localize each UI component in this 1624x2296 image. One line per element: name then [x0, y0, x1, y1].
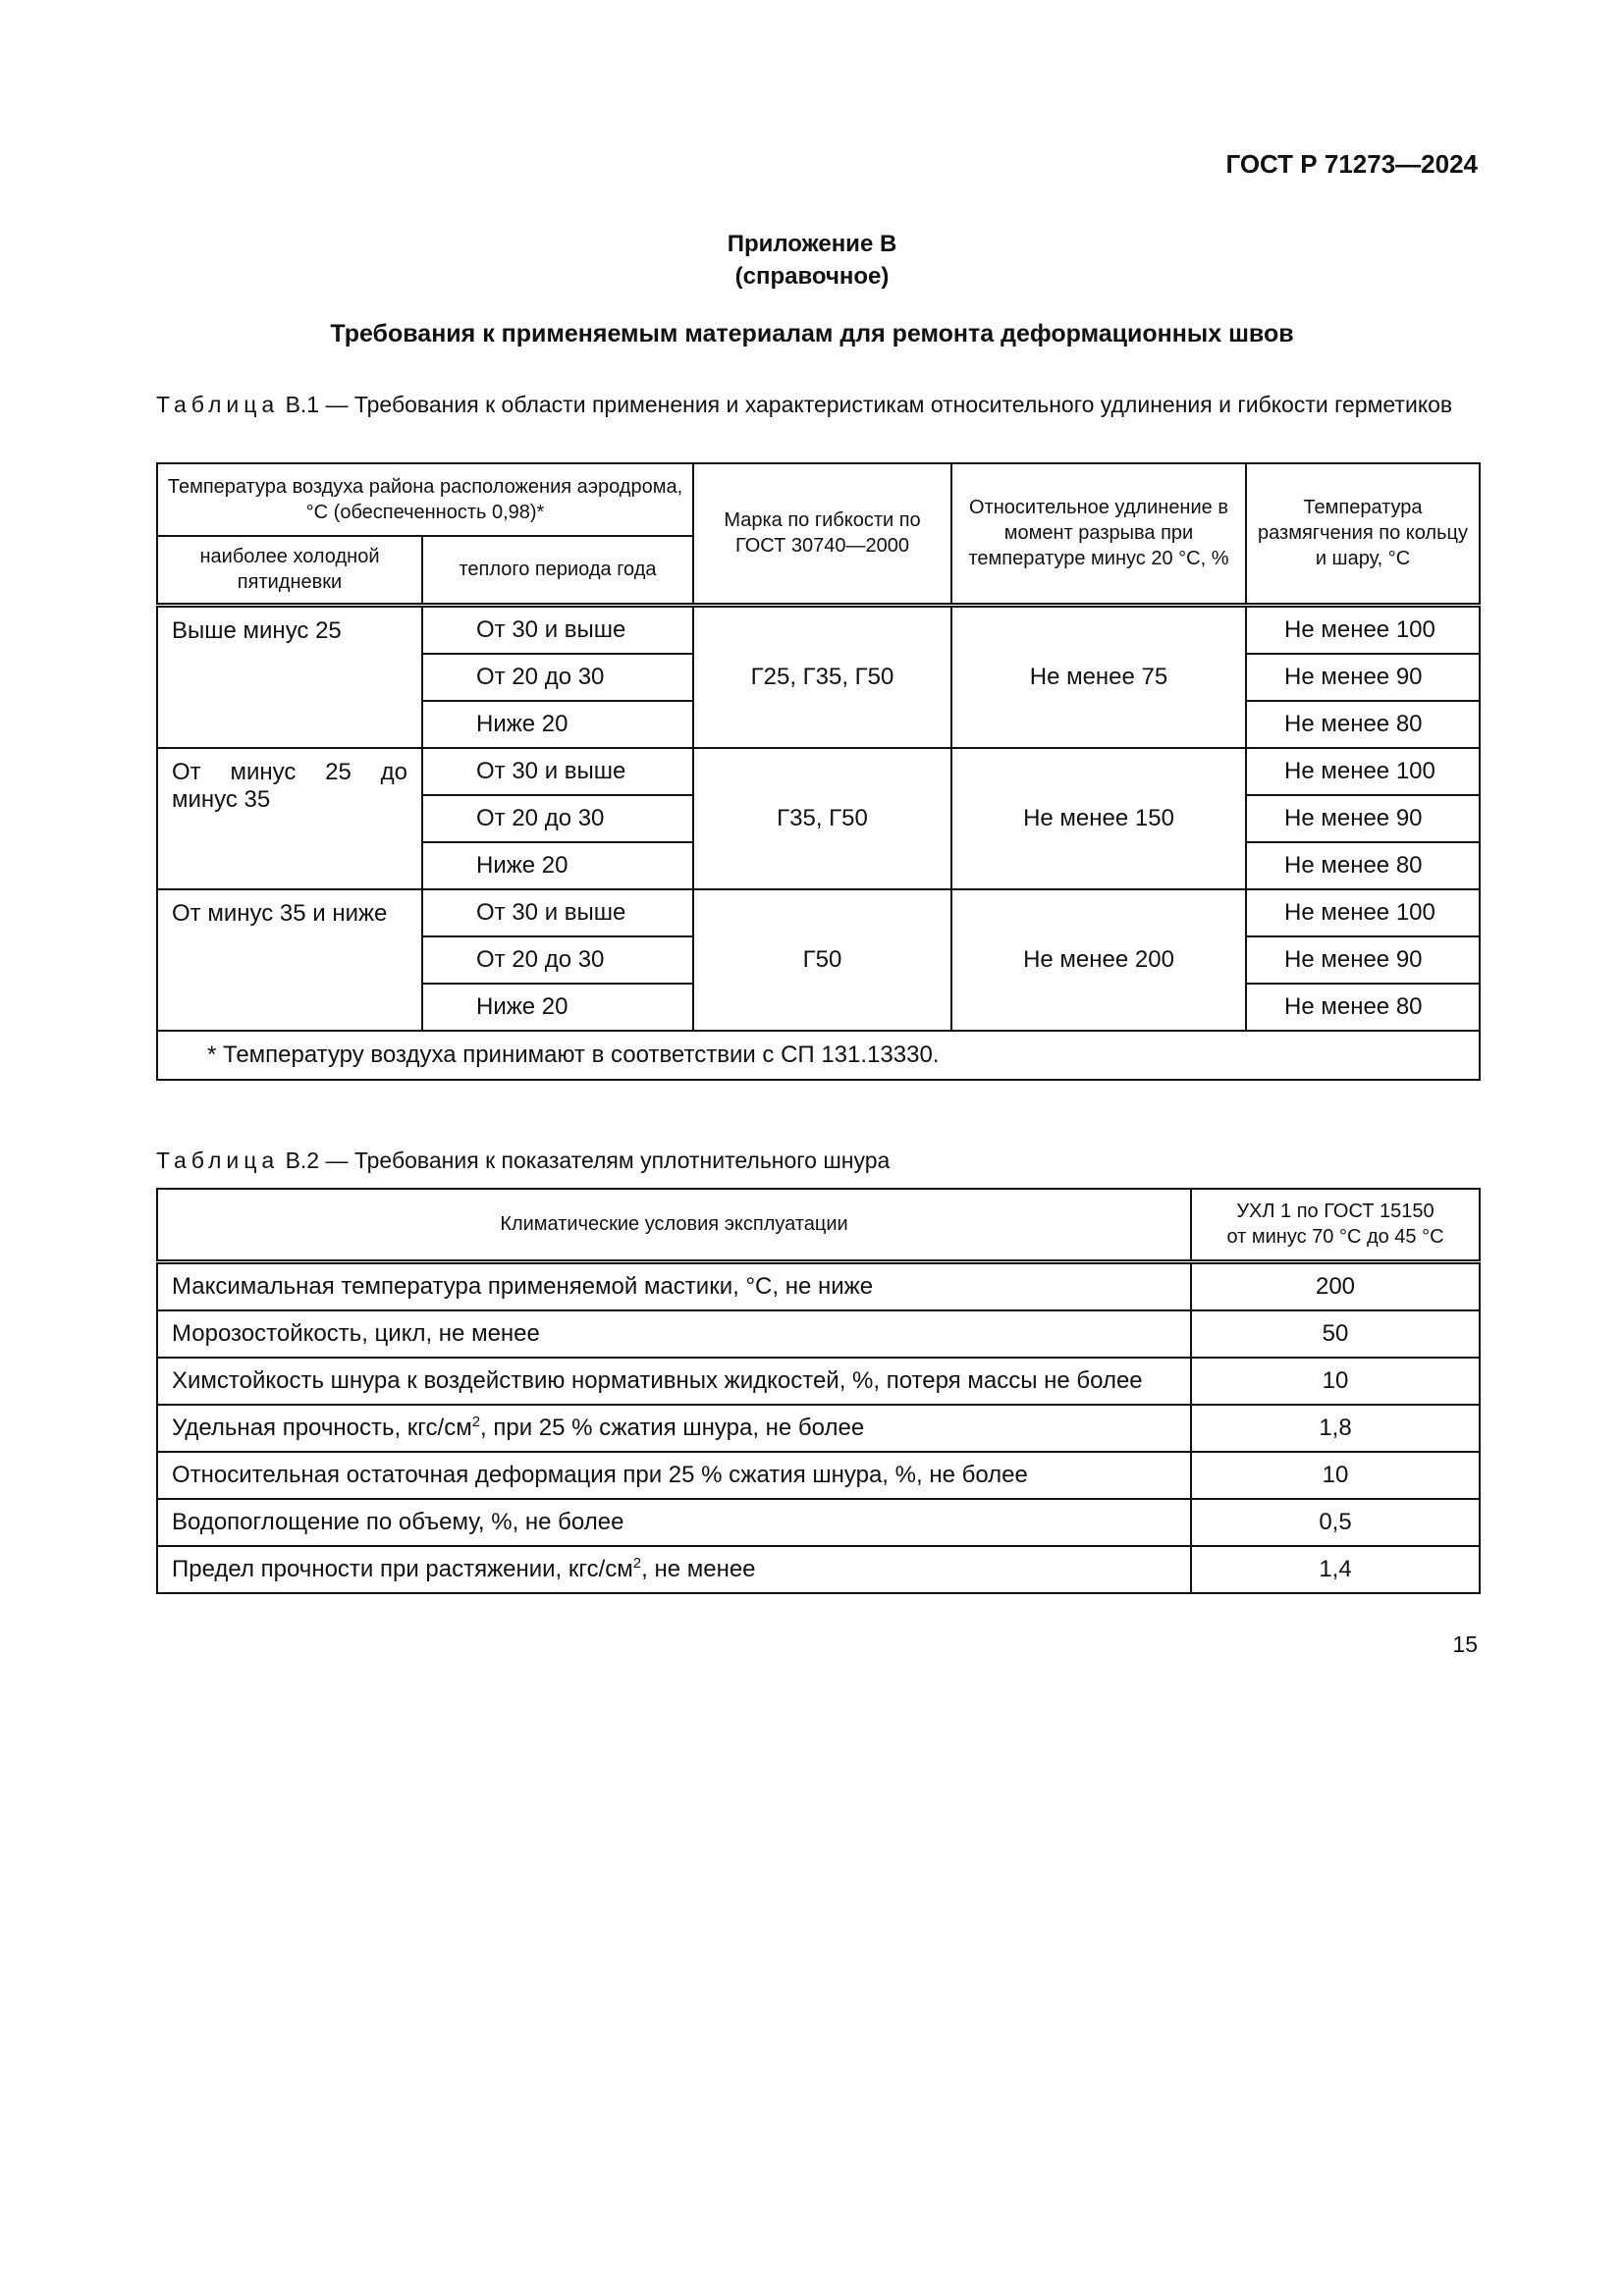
cell-parameter	[157, 1261, 1191, 1310]
header-line: УХЛ 1 по ГОСТ 15150	[1236, 1201, 1435, 1223]
table-row	[157, 1452, 1480, 1499]
header-cold: наиболее холодной пятидневки	[157, 536, 422, 605]
cell-warm: Ниже 20	[422, 984, 693, 1031]
param-text: Удельная прочность, кгс/см	[172, 1415, 472, 1441]
cell-softening: Не менее 90	[1246, 936, 1480, 984]
cell-warm: Ниже 20	[422, 701, 693, 748]
cell-warm: От 20 до 30	[422, 795, 693, 842]
cell-grade: Г25, Г35, Г50	[693, 605, 951, 748]
page-number: 15	[1452, 1631, 1478, 1657]
cell-value: 50	[1191, 1310, 1480, 1358]
param-text: Относительная остаточная деформация при 25 % сжатия шнура, %, не более	[172, 1461, 1028, 1488]
table-b2	[156, 1188, 1481, 1594]
cell-parameter	[157, 1499, 1191, 1546]
table-row	[157, 1546, 1480, 1593]
section-title: Требования к применяемым материалам для ремонта деформационных швов	[330, 320, 1294, 347]
cell-parameter	[157, 1310, 1191, 1358]
cell-value: 1,4	[1191, 1546, 1480, 1593]
cell-elongation: Не менее 75	[951, 605, 1246, 748]
caption-label: Таблица	[156, 392, 280, 417]
cell-elongation: Не менее 150	[951, 748, 1246, 889]
cell-warm: От 30 и выше	[422, 748, 693, 795]
cell-grade: Г35, Г50	[693, 748, 951, 889]
cell-warm: От 20 до 30	[422, 936, 693, 984]
header-grade: Марка по гибкости по ГОСТ 30740—2000	[693, 463, 951, 605]
appendix-subtitle: (справочное)	[734, 263, 890, 290]
cell-cold: От минус 35 и ниже	[157, 889, 422, 1031]
param-text: Морозостойкость, цикл, не менее	[172, 1319, 540, 1347]
cell-softening: Не менее 90	[1246, 654, 1480, 701]
header-line: от минус 70 °С до 45 °С	[1226, 1226, 1444, 1249]
cell-cold: Выше минус 25	[157, 605, 422, 748]
table2-caption	[156, 1145, 1479, 1176]
document-id: ГОСТ Р 71273—2024	[1225, 149, 1478, 179]
cell-grade: Г50	[693, 889, 951, 1031]
cell-warm: От 20 до 30	[422, 654, 693, 701]
cell-parameter	[157, 1546, 1191, 1593]
cell-value: 10	[1191, 1452, 1480, 1499]
table-row	[157, 1405, 1480, 1452]
table-row	[157, 605, 1480, 654]
param-text: Водопоглощение по объему, %, не более	[172, 1508, 624, 1535]
header-temperature: Температура воздуха района расположения аэродрома, °С (обеспеченность 0,98)*	[157, 463, 693, 536]
table-row	[157, 1261, 1480, 1310]
cell-parameter	[157, 1452, 1191, 1499]
cell-softening: Не менее 80	[1246, 842, 1480, 889]
cell-elongation: Не менее 200	[951, 889, 1246, 1031]
header-climate-class	[1191, 1189, 1480, 1261]
table1-footnote: * Температуру воздуха принимают в соответствии с СП 131.13330.	[157, 1031, 1480, 1080]
param-text-after: , при 25 % сжатия шнура, не более	[480, 1415, 865, 1441]
cell-value: 0,5	[1191, 1499, 1480, 1546]
param-text: Предел прочности при растяжении, кгс/см	[172, 1556, 633, 1582]
caption-text: В.1 — Требования к области применения и характеристикам относительного удлинения и гибкости герметиков	[285, 392, 1453, 417]
cell-cold: От минус 25 до минус 35	[157, 748, 422, 889]
caption-label: Таблица	[156, 1148, 280, 1173]
cell-softening: Не менее 100	[1246, 748, 1480, 795]
caption-text: В.2 — Требования к показателям уплотнительного шнура	[285, 1148, 891, 1173]
cell-softening: Не менее 100	[1246, 605, 1480, 654]
cell-value: 200	[1191, 1261, 1480, 1310]
header-elongation: Относительное удлинение в момент разрыва при температуре минус 20 °С, %	[951, 463, 1246, 605]
cell-value: 10	[1191, 1358, 1480, 1405]
superscript: 2	[471, 1414, 481, 1430]
param-text: Химстойкость шнура к воздействию нормативных жидкостей, %, потеря массы не более	[172, 1366, 1143, 1394]
cell-softening: Не менее 80	[1246, 701, 1480, 748]
param-text-after: , не менее	[641, 1556, 756, 1582]
cell-warm: От 30 и выше	[422, 889, 693, 936]
cell-warm: Ниже 20	[422, 842, 693, 889]
cell-parameter	[157, 1405, 1191, 1452]
table-row	[157, 889, 1480, 936]
cell-parameter	[157, 1358, 1191, 1405]
table-row	[157, 1310, 1480, 1358]
superscript: 2	[632, 1555, 642, 1572]
appendix-title: Приложение В	[727, 231, 897, 257]
param-text: Максимальная температура применяемой мастики, °С, не ниже	[172, 1272, 874, 1300]
cell-softening: Не менее 90	[1246, 795, 1480, 842]
table-row	[157, 1499, 1480, 1546]
table1-caption	[156, 389, 1479, 420]
cell-softening: Не менее 100	[1246, 889, 1480, 936]
table-b1	[156, 462, 1481, 1081]
appendix-heading	[0, 228, 1624, 293]
cell-softening: Не менее 80	[1246, 984, 1480, 1031]
cell-value: 1,8	[1191, 1405, 1480, 1452]
table-row	[157, 1358, 1480, 1405]
header-conditions: Климатические условия эксплуатации	[157, 1189, 1191, 1261]
header-warm: теплого периода года	[422, 536, 693, 605]
cell-warm: От 30 и выше	[422, 605, 693, 654]
header-softening: Температура размягчения по кольцу и шару, °С	[1246, 463, 1480, 605]
table-row	[157, 748, 1480, 795]
